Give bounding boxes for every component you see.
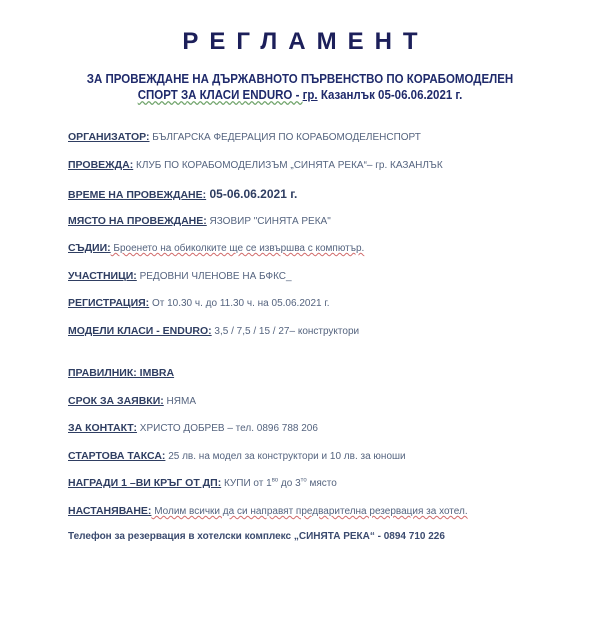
field-label: МОДЕЛИ КЛАСИ - ENDURO: <box>68 325 212 337</box>
field-value: РЕДОВНИ ЧЛЕНОВЕ НА БФКС_ <box>136 271 292 282</box>
field-value: НЯМА <box>163 396 196 407</box>
field-value: КЛУБ ПО КОРАБОМОДЕЛИЗЪМ „СИНЯТА РЕКА“– гр. КАЗАНЛЪК <box>133 160 443 171</box>
field-value: 05-06.06.2021 г. <box>206 187 298 201</box>
field-label: СЪДИИ: <box>68 242 111 254</box>
awards-text: КУПИ от 1 <box>221 478 272 489</box>
field-label: РЕГИСТРАЦИЯ: <box>68 297 150 309</box>
awards-sup-third: то <box>300 477 307 484</box>
field-label: НАГРАДИ 1 –ВИ КРЪГ ОТ ДП: <box>68 477 222 489</box>
field-venue <box>68 215 331 227</box>
field-label: НАСТАНЯВАНЕ: <box>68 505 152 517</box>
subtitle-line-2 <box>24 87 576 103</box>
field-label: УЧАСТНИЦИ: <box>68 270 137 282</box>
field-value <box>221 478 337 489</box>
field-registration <box>68 297 330 309</box>
field-value: Молим всички да си направят предварителна резервация за хотел. <box>151 506 468 517</box>
field-label: ЗА КОНТАКТ: <box>68 422 138 434</box>
field-value: ЯЗОВИР "СИНЯТА РЕКА" <box>206 216 331 227</box>
document-subtitle <box>24 71 576 103</box>
field-participants <box>68 270 292 282</box>
field-label: МЯСТО НА ПРОВЕЖДАНЕ: <box>68 215 207 227</box>
field-value: От 10.30 ч. до 11.30 ч. на 05.06.2021 г. <box>149 298 330 309</box>
subtitle-city-date: Казанлък 05-06.06.2021 г. <box>317 88 463 102</box>
field-value: БЪЛГАРСКА ФЕДЕРАЦИЯ ПО КОРАБОМОДЕЛЕНСПОРТ <box>149 132 421 143</box>
field-value: 3,5 / 7,5 / 15 / 27– конструктори <box>211 326 360 337</box>
subtitle-line-1: ЗА ПРОВЕЖДАНЕ НА ДЪРЖАВНОТО ПЪРВЕНСТВО ПО КОРАБОМОДЕЛЕН <box>86 72 514 86</box>
field-deadline <box>68 395 196 407</box>
awards-sup-first: во <box>271 477 279 484</box>
field-rules <box>68 367 174 379</box>
field-label: ПРАВИЛНИК: IMBRA <box>68 367 175 379</box>
field-date <box>68 187 297 201</box>
field-label: СРОК ЗА ЗАЯВКИ: <box>68 395 164 407</box>
field-judges <box>68 242 364 254</box>
subtitle-city-prefix: гр. <box>302 88 318 102</box>
field-entry-fee <box>68 450 406 462</box>
field-label: ВРЕМЕ НА ПРОВЕЖДАНЕ: <box>68 189 207 201</box>
field-value: ХРИСТО ДОБРЕВ – тел. 0896 788 206 <box>137 423 318 434</box>
field-model-classes <box>68 325 359 337</box>
subtitle-line-2-start: СПОРТ ЗА КЛАСИ ENDURO - <box>137 88 303 102</box>
hotel-reservation-phone: Телефон за резервация в хотелски комплекс „СИНЯТА РЕКА“ - 0894 710 226 <box>68 531 445 542</box>
field-label: СТАРТОВА ТАКСА: <box>68 450 166 462</box>
field-value: 25 лв. на модел за конструктори и 10 лв. за юноши <box>165 451 406 462</box>
awards-text: място <box>306 478 337 489</box>
field-label: ПРОВЕЖДА: <box>68 159 134 171</box>
field-host <box>68 159 443 171</box>
field-organizer <box>68 131 421 143</box>
awards-text: до 3 <box>278 478 301 489</box>
field-value: Броенето на обиколките ще се извършва с компютър. <box>110 243 365 254</box>
field-accommodation <box>68 505 468 517</box>
field-contact <box>68 422 318 434</box>
document-title: РЕГЛАМЕНТ <box>182 28 429 55</box>
field-awards <box>68 477 337 489</box>
field-label: ОРГАНИЗАТОР: <box>68 131 150 143</box>
